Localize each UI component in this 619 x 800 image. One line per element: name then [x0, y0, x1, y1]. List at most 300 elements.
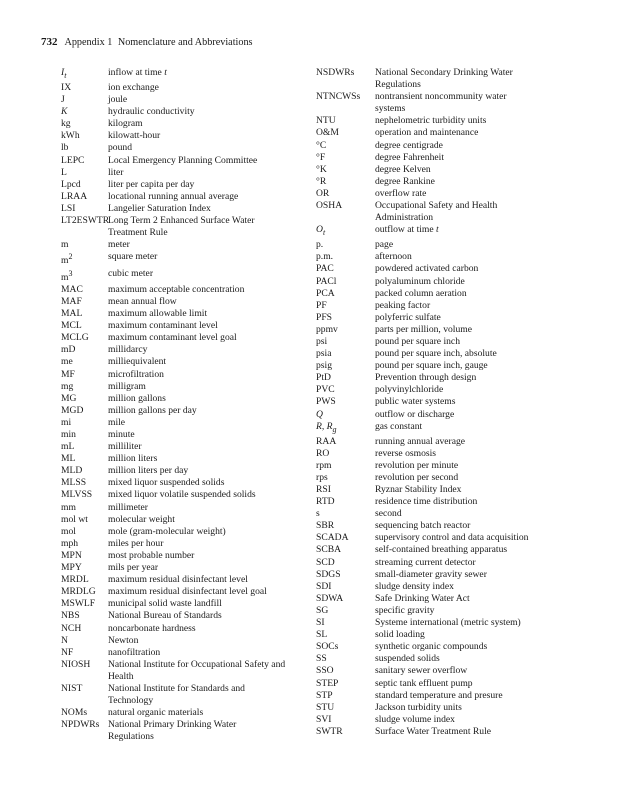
entry-definition: sludge volume index	[375, 713, 455, 725]
entry-definition: residence time distribution	[375, 496, 478, 508]
page-number: 732	[41, 36, 58, 48]
glossary-entry	[61, 731, 309, 743]
entry-definition: Regulations	[375, 79, 421, 91]
entry-abbreviation: min	[61, 429, 76, 440]
entry-definition: hydraulic conductivity	[108, 106, 195, 118]
glossary-entry	[316, 300, 576, 312]
entry-definition: reverse osmosis	[375, 447, 437, 459]
entry-abbreviation: RO	[316, 447, 330, 459]
glossary-entry	[61, 429, 309, 441]
glossary-entry	[61, 155, 309, 167]
entry-abbreviation: STP	[316, 689, 333, 701]
entry-definition: degree centigrade	[375, 139, 443, 151]
entry-abbreviation: °R	[316, 175, 327, 187]
glossary-entry	[316, 678, 576, 690]
entry-abbreviation: PtD	[316, 372, 331, 384]
entry-definition: National Institute for Standards and	[108, 682, 245, 694]
glossary-entry	[61, 82, 309, 94]
entry-abbreviation: MGD	[61, 404, 84, 416]
entry-abbreviation: SCADA	[316, 532, 349, 544]
entry-definition: degree Rankine	[375, 175, 435, 187]
glossary-entry	[61, 453, 309, 465]
entry-definition: suspended solids	[375, 653, 440, 665]
entry-definition: Langelier Saturation Index	[108, 202, 211, 214]
glossary-entry	[316, 360, 576, 372]
entry-abbreviation: PFS	[316, 311, 333, 323]
entry-definition: mixed liquor volatile suspended solids	[108, 489, 256, 501]
entry-abbreviation: NF	[61, 646, 74, 658]
glossary-entry	[316, 436, 576, 448]
entry-definition: public water systems	[375, 396, 456, 408]
entry-definition: specific gravity	[375, 604, 435, 616]
glossary-entry	[61, 296, 309, 308]
definition-variable: t	[164, 67, 167, 78]
entry-abbreviation: NIST	[61, 682, 83, 694]
glossary-entry	[61, 695, 309, 707]
entry-abbreviation: MRDL	[61, 574, 89, 586]
glossary-entry	[316, 520, 576, 532]
entry-abbreviation: NTNCWSs	[316, 91, 361, 103]
entry-definition: National Secondary Drinking Water	[375, 67, 513, 78]
glossary-entry	[316, 79, 576, 91]
entry-abbreviation	[61, 731, 108, 743]
entry-abbreviation: PACl	[316, 275, 337, 287]
entry-definition: degree Kelven	[375, 163, 431, 175]
entry-definition: packed column aeration	[375, 287, 467, 299]
glossary-entry	[61, 707, 309, 719]
entry-abbreviation: STEP	[316, 677, 339, 689]
entry-abbreviation: °K	[316, 163, 327, 175]
entry-abbreviation: rps	[316, 471, 328, 483]
glossary-entry	[61, 671, 309, 683]
entry-abbreviation: NBS	[61, 610, 80, 622]
glossary-entry	[61, 284, 309, 296]
entry-abbreviation: °C	[316, 139, 327, 151]
glossary-entry	[61, 94, 309, 106]
glossary-entry	[316, 67, 576, 79]
glossary-entry	[316, 396, 576, 408]
entry-definition: National Primary Drinking Water	[108, 719, 237, 731]
entry-definition: Regulations	[108, 731, 154, 743]
entry-abbreviation	[61, 695, 108, 707]
entry-definition: meter	[108, 239, 130, 251]
glossary-entry	[316, 690, 576, 702]
entry-definition: milligram	[108, 380, 146, 392]
entry-abbreviation: lb	[61, 142, 69, 154]
entry-definition: Jackson turbidity units	[375, 701, 462, 713]
entry-abbreviation: $m^3$	[61, 268, 73, 283]
glossary-entry	[61, 369, 309, 381]
entry-abbreviation: SI	[316, 617, 325, 629]
entry-abbreviation: MAL	[61, 308, 83, 320]
entry-abbreviation: ML	[61, 453, 76, 465]
entry-abbreviation: SG	[316, 604, 329, 616]
entry-abbreviation: SBR	[316, 520, 335, 532]
entry-abbreviation: RAA	[316, 435, 337, 447]
entry-definition: afternoon	[375, 251, 412, 263]
entry-definition: molecular weight	[108, 513, 175, 525]
glossary-entry	[61, 623, 309, 635]
entry-abbreviation: SCD	[316, 556, 335, 568]
entry-definition: Technology	[108, 695, 154, 707]
glossary-entry	[61, 586, 309, 598]
entry-definition: pound	[108, 142, 132, 154]
page-header	[41, 36, 253, 48]
entry-definition: solid loading	[375, 629, 425, 641]
entry-definition: cubic meter	[108, 267, 154, 279]
entry-definition: revolution per minute	[375, 459, 459, 471]
entry-abbreviation: MG	[61, 392, 77, 404]
entry-abbreviation: OR	[316, 187, 330, 199]
entry-definition: locational running annual average	[108, 190, 239, 202]
entry-definition: Local Emergency Planning Committee	[108, 154, 258, 166]
entry-definition: overflow rate	[375, 187, 427, 199]
entry-abbreviation: LEPC	[61, 154, 85, 166]
glossary-entry	[61, 635, 309, 647]
entry-definition: Administration	[375, 212, 434, 224]
entry-definition: parts per million, volume	[375, 323, 472, 335]
entry-definition: inflow at time t	[108, 67, 167, 78]
entry-definition: maximum acceptable concentration	[108, 283, 245, 295]
abbreviation-superscript: 3	[68, 268, 73, 278]
glossary-entry	[316, 557, 576, 569]
glossary-entry	[61, 67, 309, 82]
entry-abbreviation: mi	[61, 416, 72, 428]
entry-definition: polyferric sulfate	[375, 311, 441, 323]
entry-definition: running annual average	[375, 435, 466, 447]
entry-definition: degree Fahrenheit	[375, 151, 444, 163]
entry-abbreviation: LSI	[61, 202, 76, 214]
entry-abbreviation: psig	[316, 360, 332, 372]
entry-abbreviation: $I_t$	[61, 67, 67, 80]
entry-abbreviation: PAC	[316, 263, 334, 275]
entry-definition: pound per square inch, gauge	[375, 360, 488, 372]
entry-abbreviation: MLD	[61, 465, 83, 477]
entry-abbreviation: mL	[61, 441, 75, 453]
entry-definition: Prevention through design	[375, 372, 477, 384]
glossary-entry	[61, 550, 309, 562]
entry-abbreviation: NSDWRs	[316, 67, 355, 78]
entry-abbreviation: N	[61, 634, 68, 646]
glossary-entry	[316, 472, 576, 484]
glossary-entry	[316, 115, 576, 127]
entry-definition: maximum residual disinfectant level goal	[108, 586, 267, 598]
entry-definition: joule	[108, 94, 128, 106]
glossary-entry	[316, 239, 576, 251]
abbreviation-subscript: g	[332, 424, 337, 434]
glossary-entry	[316, 103, 576, 115]
glossary-entry	[61, 227, 309, 239]
glossary-entry	[316, 593, 576, 605]
entry-definition: second	[375, 508, 402, 520]
glossary-entry	[61, 502, 309, 514]
glossary-entry	[61, 683, 309, 695]
glossary-entry	[61, 538, 309, 550]
entry-abbreviation	[61, 671, 108, 683]
glossary-entry	[61, 610, 309, 622]
entry-abbreviation: SWTR	[316, 725, 343, 737]
entry-abbreviation: SDWA	[316, 592, 344, 604]
glossary-entry	[316, 348, 576, 360]
entry-abbreviation: SCBA	[316, 544, 342, 556]
entry-definition: maximum residual disinfectant level	[108, 574, 248, 586]
entry-abbreviation: SS	[316, 653, 327, 665]
entry-abbreviation: mD	[61, 344, 76, 356]
entry-definition: pound per square inch	[375, 335, 460, 347]
glossary-entry	[316, 263, 576, 275]
entry-definition: square meter	[108, 251, 158, 263]
entry-definition: sequencing batch reactor	[375, 520, 471, 532]
glossary-entry	[316, 224, 576, 239]
abbreviation-subscript: t	[322, 228, 326, 238]
glossary-entry	[61, 465, 309, 477]
entry-definition: millimeter	[108, 501, 148, 513]
entry-abbreviation: ppmv	[316, 323, 338, 335]
entry-abbreviation: mg	[61, 380, 74, 392]
glossary-entry	[316, 312, 576, 324]
glossary-entry	[316, 336, 576, 348]
glossary-entry	[61, 191, 309, 203]
entry-abbreviation: NIOSH	[61, 658, 91, 670]
glossary-entry	[61, 106, 309, 118]
entry-definition: Occupational Safety and Health	[375, 200, 498, 212]
entry-abbreviation: J	[61, 94, 65, 106]
glossary-entry	[316, 702, 576, 714]
glossary-entry	[61, 489, 309, 501]
glossary-entry	[316, 484, 576, 496]
entry-definition: Surface Water Treatment Rule	[375, 725, 492, 737]
entry-abbreviation: PWS	[316, 396, 336, 408]
glossary-entry	[61, 417, 309, 429]
entry-abbreviation: Lpcd	[61, 178, 81, 190]
glossary-entry	[61, 268, 309, 284]
entry-definition: nephelometric turbidity units	[375, 115, 487, 127]
glossary-entry	[61, 393, 309, 405]
entry-abbreviation: SL	[316, 629, 328, 641]
glossary-entry	[316, 188, 576, 200]
section-label: Appendix 1	[64, 37, 113, 48]
entry-abbreviation	[316, 79, 375, 91]
glossary-entry	[316, 569, 576, 581]
entry-definition: self-contained breathing apparatus	[375, 544, 508, 556]
entry-definition: sludge density index	[375, 580, 454, 592]
entry-abbreviation	[61, 227, 108, 239]
entry-abbreviation: MCL	[61, 320, 82, 332]
glossary-entry	[316, 653, 576, 665]
entry-abbreviation: kg	[61, 118, 71, 130]
abbreviation-superscript: 2	[68, 252, 73, 262]
entry-definition: systems	[375, 103, 406, 115]
entry-abbreviation: p.	[316, 239, 324, 251]
entry-definition: outflow at time t	[375, 224, 439, 236]
glossary-entry	[61, 332, 309, 344]
glossary-entry	[61, 514, 309, 526]
glossary-entry	[61, 477, 309, 489]
entry-definition: gas constant	[375, 420, 423, 432]
entry-definition: mile	[108, 416, 126, 428]
glossary-entry	[61, 130, 309, 142]
entry-abbreviation: mm	[61, 501, 76, 513]
entry-definition: million liters	[108, 453, 158, 465]
entry-definition: most probable number	[108, 549, 195, 561]
glossary-entry	[316, 617, 576, 629]
entry-abbreviation: STU	[316, 701, 335, 713]
entry-definition: liter	[108, 166, 124, 178]
entry-definition: Safe Drinking Water Act	[375, 592, 470, 604]
entry-abbreviation: LT2ESWTR	[61, 215, 110, 227]
definition-variable: t	[436, 224, 439, 236]
entry-abbreviation: SDI	[316, 580, 332, 592]
entry-abbreviation: O&M	[316, 127, 339, 139]
entry-abbreviation: PCA	[316, 287, 335, 299]
entry-abbreviation: mph	[61, 537, 79, 549]
entry-abbreviation: psia	[316, 348, 332, 360]
entry-definition: polyaluminum chloride	[375, 275, 465, 287]
entry-definition: maximum contaminant level	[108, 320, 218, 332]
entry-abbreviation: LRAA	[61, 190, 88, 202]
glossary-entry	[61, 203, 309, 215]
entry-abbreviation: MPY	[61, 562, 82, 574]
entry-definition: page	[375, 239, 394, 251]
glossary-entry	[316, 496, 576, 508]
entry-abbreviation: MAC	[61, 283, 83, 295]
entry-abbreviation: RTD	[316, 496, 335, 508]
glossary-entry	[61, 167, 309, 179]
entry-definition: streaming current detector	[375, 556, 476, 568]
entry-abbreviation: $O_t$	[316, 224, 326, 238]
entry-definition: polyvinylchloride	[375, 384, 444, 396]
entry-definition: National Institute for Occupational Safety and	[108, 658, 286, 670]
entry-definition: million gallons	[108, 392, 166, 404]
entry-abbreviation: IX	[61, 82, 72, 93]
glossary-entry	[61, 344, 309, 356]
entry-abbreviation	[316, 212, 375, 224]
entry-abbreviation: K	[61, 106, 68, 118]
entry-definition: peaking factor	[375, 299, 431, 311]
entry-definition: million liters per day	[108, 465, 189, 477]
glossary-entry	[61, 215, 309, 227]
glossary-entry	[316, 726, 576, 738]
entry-definition: milliequivalent	[108, 356, 167, 368]
glossary-entry	[61, 405, 309, 417]
glossary-entry	[316, 127, 576, 139]
glossary-entry	[316, 324, 576, 336]
glossary-entry	[61, 118, 309, 130]
glossary-entry	[316, 176, 576, 188]
entry-definition: revolution per second	[375, 471, 459, 483]
entry-abbreviation	[316, 103, 375, 115]
entry-definition: supervisory control and data acquisition	[375, 532, 529, 544]
entry-abbreviation: SDGS	[316, 568, 341, 580]
glossary-entry	[61, 647, 309, 659]
glossary-entry	[316, 212, 576, 224]
glossary-entry	[316, 448, 576, 460]
entry-abbreviation: m	[61, 239, 69, 251]
entry-definition: microfiltration	[108, 368, 164, 380]
glossary-entry	[61, 356, 309, 368]
entry-abbreviation: NOMs	[61, 707, 88, 719]
glossary-entry	[316, 409, 576, 421]
entry-abbreviation: MAF	[61, 295, 82, 307]
entry-abbreviation: MRDLG	[61, 586, 96, 598]
entry-definition: nontransient noncommunity water	[375, 91, 507, 103]
entry-definition: minute	[108, 429, 135, 440]
entry-abbreviation: $m^2$	[61, 252, 73, 267]
entry-abbreviation: kWh	[61, 130, 80, 142]
entry-abbreviation: MPN	[61, 549, 82, 561]
entry-abbreviation: mol	[61, 525, 76, 537]
entry-definition: municipal solid waste landfill	[108, 598, 222, 610]
entry-definition: Newton	[108, 634, 139, 646]
glossary-entry	[316, 91, 576, 103]
entry-abbreviation: MF	[61, 368, 75, 380]
entry-abbreviation: SOCs	[316, 641, 339, 653]
entry-definition: Health	[108, 670, 134, 682]
entry-definition: nanofiltration	[108, 646, 161, 658]
entry-definition: millidarcy	[108, 344, 148, 356]
entry-definition: mole (gram-molecular weight)	[108, 525, 226, 537]
entry-abbreviation: MLSS	[61, 477, 87, 489]
glossary-entry	[61, 381, 309, 393]
entry-abbreviation: PVC	[316, 384, 335, 396]
glossary-entry	[61, 598, 309, 610]
glossary-entry	[61, 441, 309, 453]
entry-abbreviation: psi	[316, 335, 328, 347]
entry-abbreviation: me	[61, 356, 73, 368]
glossary-entry	[61, 308, 309, 320]
glossary-entry	[61, 719, 309, 731]
entry-abbreviation: SSO	[316, 665, 334, 677]
glossary-entry	[316, 288, 576, 300]
entry-abbreviation: NTU	[316, 115, 336, 127]
entry-definition: Treatment Rule	[108, 227, 168, 239]
entry-abbreviation: PF	[316, 299, 327, 311]
glossary-entry	[316, 200, 576, 212]
glossary-entry	[316, 532, 576, 544]
entry-abbreviation: s	[316, 508, 320, 520]
entry-definition: miles per hour	[108, 537, 164, 549]
entry-abbreviation: L	[61, 166, 67, 178]
entry-definition: synthetic organic compounds	[375, 641, 488, 653]
glossary-entry	[61, 526, 309, 538]
entry-abbreviation: MLVSS	[61, 489, 93, 501]
entry-definition: septic tank effluent pump	[375, 677, 473, 689]
glossary-entry	[316, 421, 576, 436]
glossary-entry	[316, 460, 576, 472]
glossary-entry	[316, 605, 576, 617]
entry-definition: ion exchange	[108, 82, 159, 93]
glossary-entry	[316, 251, 576, 263]
entry-definition: mean annual flow	[108, 295, 177, 307]
entry-definition: small-diameter gravity sewer	[375, 568, 487, 580]
entry-definition: mils per year	[108, 562, 159, 574]
abbreviation-subscript: t	[64, 70, 67, 80]
glossary-entry	[61, 251, 309, 267]
entry-definition: Systeme international (metric system)	[375, 617, 521, 629]
glossary-entry	[316, 641, 576, 653]
entry-abbreviation: NPDWRs	[61, 719, 100, 731]
entry-abbreviation: SVI	[316, 713, 332, 725]
entry-abbreviation: °F	[316, 151, 326, 163]
glossary-entry	[61, 239, 309, 251]
entry-definition: million gallons per day	[108, 404, 197, 416]
glossary-entry	[316, 544, 576, 556]
entry-abbreviation: NCH	[61, 622, 82, 634]
entry-definition: outflow or discharge	[375, 408, 455, 420]
entry-definition: operation and maintenance	[375, 127, 479, 139]
glossary-entry	[316, 140, 576, 152]
entry-abbreviation: OSHA	[316, 200, 343, 212]
